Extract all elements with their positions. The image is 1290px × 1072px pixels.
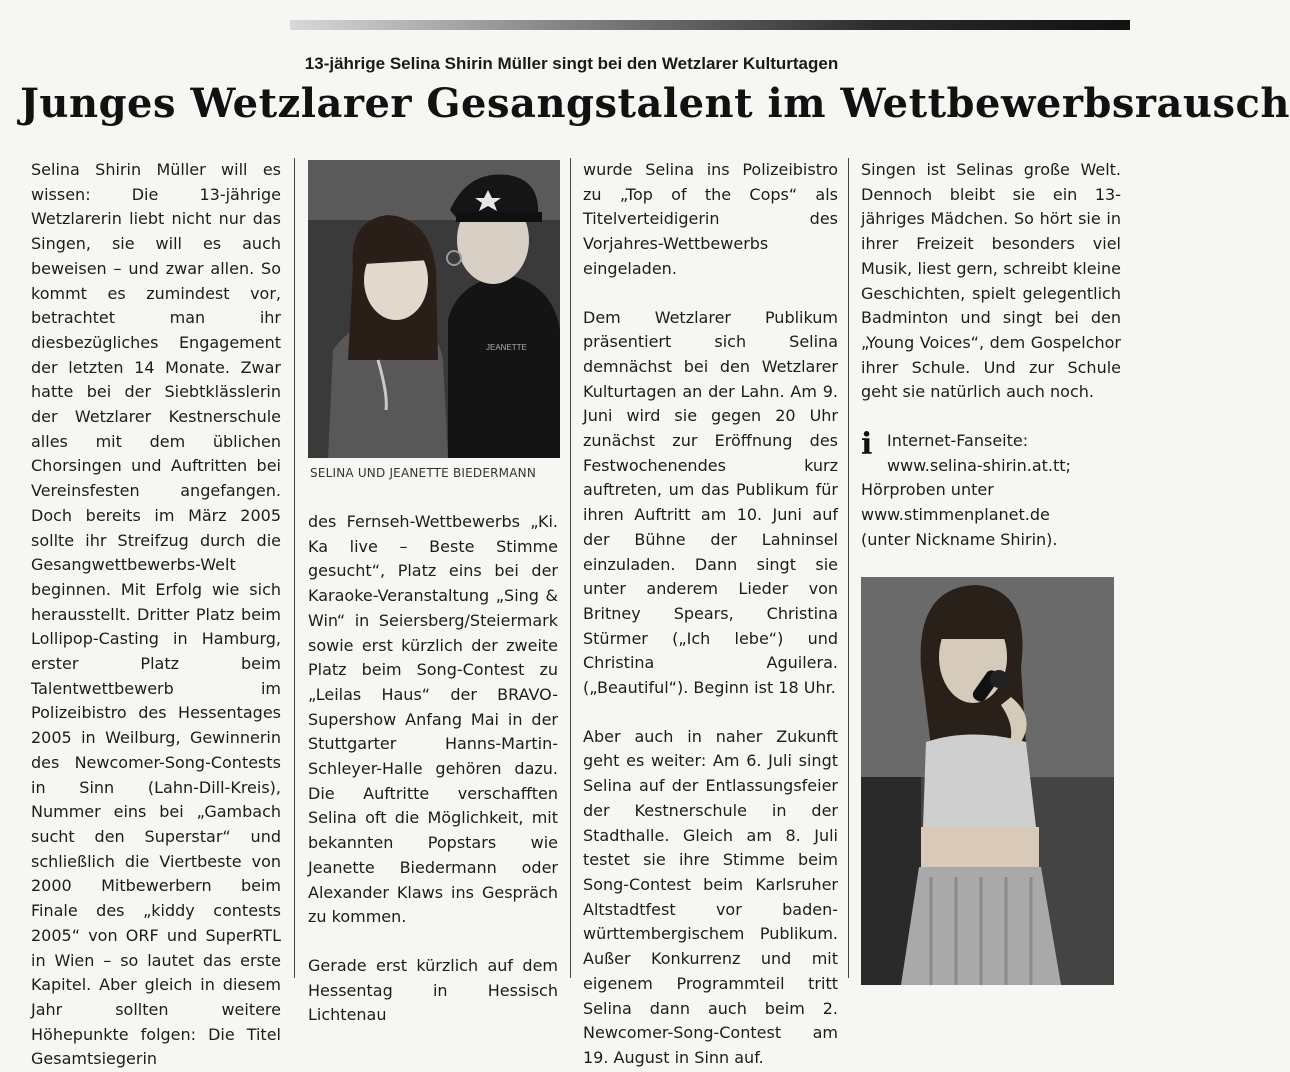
paragraph: Dem Wetzlarer Publikum präsentiert sich Selina demnächst bei den Wetzlarer Kulturtagen an der Lahn. Am 9. Juni wird sie gegen 20 Uhr zunächst zur Eröffnung des Festwochenendes kurz auftreten, um das Publikum für ihren Auftritt am 10. Juni auf der Bühne der Lahninsel einzuladen. Dann singt sie unter anderem Lieder von Britney Spears, Christina Stürmer („Ich lebe“) und Christina Aguilera. („Beautiful“). Beginn ist 18 Uhr. — [583, 307, 838, 698]
info-box — [861, 429, 1121, 553]
photo-selina-singing — [861, 577, 1114, 985]
column-divider — [294, 158, 295, 978]
info-link-stimmenplanet: www.stimmenplanet.de — [861, 505, 1050, 525]
paragraph: wurde Selina ins Polizeibistro zu „Top of the Cops“ als Titelverteidigerin des Vorjahres-Wettbewerbs eingeladen. — [583, 160, 838, 278]
info-link-fansite: www.selina-shirin.at.tt; — [887, 455, 1071, 475]
info-line: (unter Nickname Shirin). — [861, 529, 1058, 549]
column-divider — [848, 158, 849, 978]
info-line: Internet-Fanseite: — [887, 431, 1029, 451]
article-column-2 — [308, 510, 558, 1052]
article-subheadline: 13-jährige Selina Shirin Müller singt bei den Wetzlarer Kulturtagen — [304, 54, 839, 73]
article-column-4 — [861, 158, 1121, 553]
paragraph: Aber auch in naher Zukunft geht es weiter: Am 6. Juli singt Selina auf der Entlassungsfeier der Kestnerschule in der Stadthalle. Gleich am 8. Juli testet sie ihre Stimme beim Song-Contest beim Karlsruher Altstadtfest vor baden-württembergischem Publikum. Außer Konkurrenz und mit eigenem Programmteil tritt Selina dann auch beim 2. Newcomer-Song-Contest am 19. August in Sinn auf. — [583, 726, 838, 1067]
article-headline: Junges Wetzlarer Gesangstalent im Wettbewerbsrausch — [20, 80, 1290, 127]
photo-selina-and-jeanette — [308, 160, 560, 458]
photo-caption: SELINA UND JEANETTE BIEDERMANN — [310, 466, 537, 480]
paragraph: des Fernseh-Wettbewerbs „Ki. Ka live – Beste Stimme gesucht“, Platz eins bei der Karaoke-Veranstaltung „Sing & Win“ in Seiersberg/Steiermark sowie erst kürzlich der zweite Platz beim Song-Contest zu „Leilas Haus“ der BRAVO-Supershow Anfang Mai in der Stuttgarter Hanns-Martin-Schleyer-Halle gehören dazu. Die Auftritte verschafften Selina oft die Möglichkeit, mit bekannten Popstars wie Jeanette Biedermann oder Alexander Klaws ins Gespräch zu kommen. — [308, 512, 558, 927]
column-divider — [570, 158, 571, 978]
article-column-3 — [583, 158, 838, 1071]
shirt-logo-text: JEANETTE — [486, 343, 527, 352]
photo-illustration — [861, 577, 1114, 985]
photo-illustration — [308, 160, 560, 458]
paragraph: Gerade erst kürzlich auf dem Hessentag in Hessisch Lichtenau — [308, 955, 558, 1025]
info-line: Hörproben unter — [861, 480, 994, 500]
paragraph: Singen ist Selinas große Welt. Dennoch bleibt sie ein 13-jähriges Mädchen. So hört sie in ihrer Freizeit besonders viel Musik, liest gern, schreibt kleine Geschichten, spielt gelegentlich Badminton und singt bei den „Young Voices“, dem Gospelchor ihrer Schule. Und zur Schule geht sie natürlich auch noch. — [861, 160, 1121, 402]
top-decorative-bar — [290, 20, 1130, 30]
info-icon: i — [861, 427, 873, 463]
paragraph: Selina Shirin Müller will es wissen: Die 13-jährige Wetzlarerin liebt nicht nur das Singen, sie will es auch beweisen – und zwar allen. So kommt es zumindest vor, betrachtet man ihr diesbezügliches Engagement der letzten 14 Monate. Zwar hatte bei der Siebtklässlerin der Wetzlarer Kestnerschule alles mit dem üblichen Chorsingen und Auftritten bei Vereinsfesten angefangen. Doch bereits im März 2005 sollte ihr Streifzug durch die Gesangwettbewerbs-Welt beginnen. Mit Erfolg wie sich herausstellt. Dritter Platz beim Lollipop-Casting in Hamburg, erster Platz beim Talentwettbewerb im Polizeibistro des Hessentages 2005 in Weilburg, Gewinnerin des Newcomer-Song-Contests in Sinn (Lahn-Dill-Kreis), Nummer eins bei „Gambach sucht den Superstar“ und schließlich die Viertbeste von 2000 Mitbewerbern beim Finale des „kiddy contests 2005“ von ORF und SuperRTL in Wien – so lautet das erste Kapitel. Aber gleich in diesem Jahr sollten weitere Höhepunkte folgen: Die Titel Gesamtsiegerin — [31, 160, 281, 1069]
article-column-1 — [31, 158, 281, 1072]
